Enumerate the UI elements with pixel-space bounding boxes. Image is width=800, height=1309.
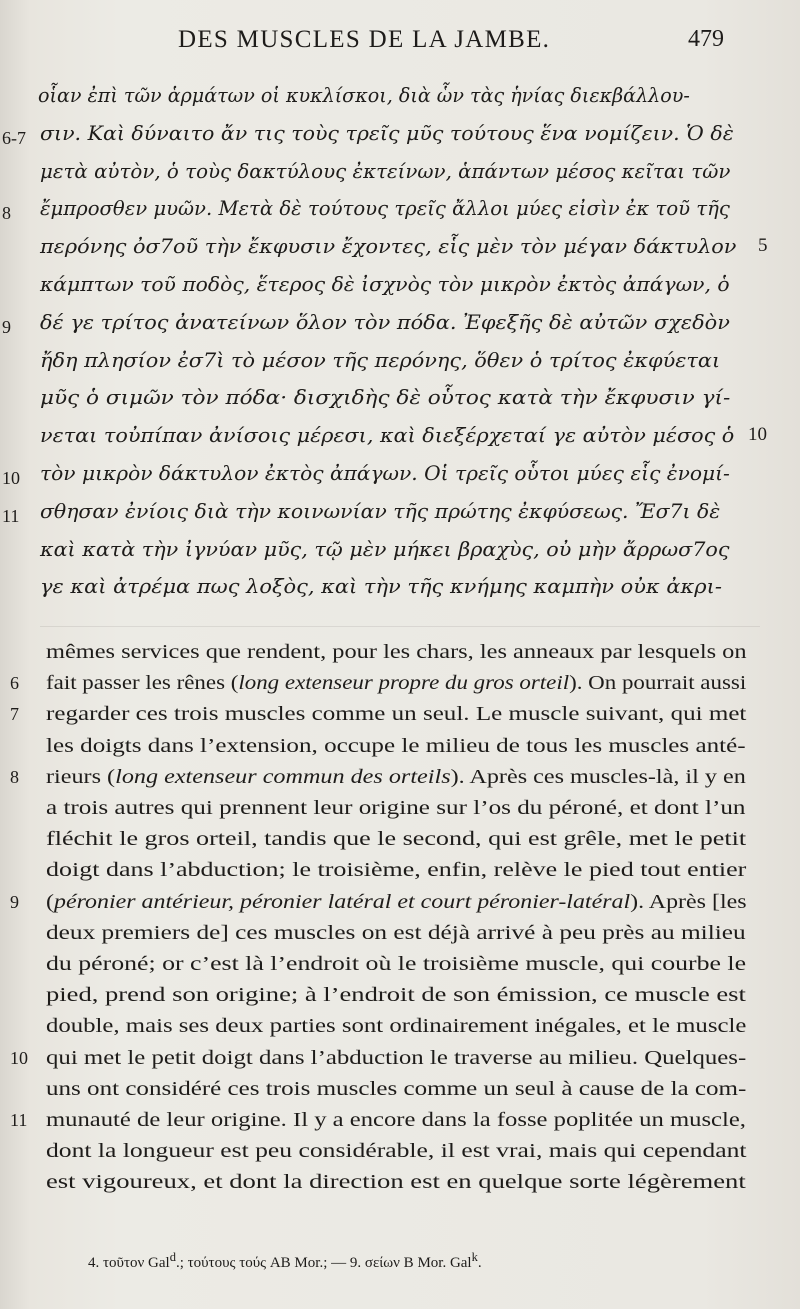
italic-term: long extenseur commun des orteils [115,766,451,788]
text-run: ). Après ces muscles-là, il y en [450,766,746,788]
greek-text-line: μῦς ὁ σιμῶν τὸν πόδα· δισχιδὴς δὲ οὗτος κατὰ τὴν ἔκφυσιν γί- [40,386,731,410]
text-run: deux premiers de] ces muscles on est déjà arrivé à peu près au milieu [46,922,746,944]
text-run: fait passer les rênes ( [46,673,239,695]
french-text-line [46,793,746,824]
french-line-number: 10 [10,1047,28,1068]
text-run: ). On pourrait aussi [569,673,747,695]
french-text-line [46,637,747,668]
text-run: uns ont considéré ces trois muscles comme un seul à cause de la com- [46,1078,747,1100]
text-run: doigt dans l’abduction; le troisième, enfin, relève le pied tout entier [46,860,747,882]
text-run: les doigts dans l’extension, occupe le milieu de tous les muscles anté- [46,735,746,757]
section-divider [40,626,760,627]
french-text-line [46,1011,746,1042]
french-line-number: 7 [10,704,19,725]
french-text-line [46,1136,747,1167]
footnote-part-a: 4. τοῦτον Gal [88,1255,170,1271]
french-text-line [46,1043,746,1074]
text-run: mêmes services que rendent, pour les chars, les anneaux par lesquels on [46,642,747,663]
french-text-line [46,949,746,980]
greek-text-line: γε καὶ ἀτρέμα πως λοξὸς, καὶ τὴν τῆς κνήμης καμπὴν οὐκ ἀκρι- [40,575,722,599]
text-run: qui met le petit doigt dans l’abduction le traverse au milieu. Quelques- [46,1047,747,1069]
footnote-sup-a: d [169,1250,176,1264]
text-run: rieurs ( [46,766,116,788]
running-head [0,26,800,60]
footnote [88,1250,482,1272]
greek-text-line: τὸν μικρὸν δάκτυλον ἐκτὸς ἀπάγων. Οἱ τρεῖς οὗτοι μύες εἷς ἐνομί- [40,462,730,485]
text-run: regarder ces trois muscles comme un seul. Le muscle suivant, qui met [46,704,747,726]
greek-text-line: κάμπτων τοῦ ποδὸς, ἕτερος δὲ ἰσχνὸς τὸν μικρὸν ἐκτὸς ἀπάγων, ὁ [40,273,730,296]
greek-text-line: δέ γε τρίτος ἀνατείνων ὅλον τὸν πόδα. Ἐφεξῆς δὲ αὐτῶν σχεδὸν [40,310,730,334]
text-run: a trois autres qui prennent leur origine sur l’os du péroné, et dont l’un [46,798,746,819]
text-run: pied, prend son origine; à l’endroit de son émission, ce muscle est [46,985,746,1007]
french-text-line [46,824,746,855]
italic-term: long extenseur propre du gros orteil [238,673,570,695]
french-text-line [46,855,746,886]
french-text-line [46,1105,746,1136]
greek-text-line: νεται τοὐπίπαν ἀνίσοις μέρεσι, καὶ διεξέρχεταί γε αὐτὸν μέσος ὁ [40,424,735,448]
text-run: du péroné; or c’est là l’endroit où le troisième muscle, qui courbe le [46,954,747,975]
greek-text-line: καὶ κατὰ τὴν ἰγνύαν μῦς, τῷ μὲν μήκει βραχὺς, οὐ μὴν ἄρρωσ7ος [40,537,730,561]
french-text-line [46,1074,746,1105]
french-text-line [46,762,746,793]
text-run: dont la longueur est peu considérable, il est vrai, mais qui cependant [46,1141,747,1163]
greek-text-line: ἔμπροσθεν μυῶν. Μετὰ δὲ τούτους τρεῖς ἄλλοι μύες εἰσὶν ἐκ τοῦ τῆς [40,197,730,221]
text-run: double, mais ses deux parties sont ordinairement inégales, et le muscle [46,1016,747,1038]
french-text-line [46,918,746,949]
greek-text-line: σιν. Καὶ δύναιτο ἄν τις τοὺς τρεῖς μῦς τούτους ἕνα νομίζειν. Ὁ δὲ [40,121,734,145]
greek-line-number: 11 [2,505,20,526]
french-text-line [46,887,747,918]
greek-line-number: 10 [2,468,20,488]
greek-line-number: 8 [2,203,11,224]
footnote-part-b: .; τούτους τούς AB Mor.; — 9. σείων B Mor. Gal [175,1255,472,1271]
french-line-number: 11 [10,1110,28,1130]
greek-line-number: 6-7 [2,127,26,148]
french-text-line [46,699,746,730]
italic-term: péronier antérieur, péronier latéral et court péronier-latéral [53,891,631,913]
greek-line-number-right: 5 [758,235,768,257]
page-title: DES MUSCLES DE LA JAMBE. [178,26,551,53]
french-text-line [46,731,746,762]
text-run: munauté de leur origine. Il y a encore dans la fosse poplitée un muscle, [46,1110,746,1131]
greek-text-line: οἷαν ἐπὶ τῶν ἁρμάτων οἱ κυκλίσκοι, διὰ ὧν τὰς ἡνίας διεκβάλλου- [38,84,690,107]
greek-line-number: 9 [2,316,11,337]
greek-text-line: σθησαν ἐνίοις διὰ τὴν κοινωνίαν τῆς πρώτης ἐκφύσεως. Ἔσ7ι δὲ [40,499,721,523]
text-run: fléchit le gros orteil, tandis que le second, qui est grêle, met le petit [46,829,747,851]
text-run: ). Après [les [630,891,747,913]
greek-text-line: περόνης ὀσ7οῦ τὴν ἔκφυσιν ἔχοντες, εἷς μὲν τὸν μέγαν δάκτυλον [40,235,737,259]
text-run: ( [46,891,54,913]
greek-text-line: μετὰ αὐτὸν, ὁ τοὺς δακτύλους ἐκτείνων, ἁπάντων μέσος κεῖται τῶν [40,159,731,183]
greek-line-number-right: 10 [748,424,767,446]
footnote-part-c: . [477,1255,482,1271]
french-text-line [46,1167,746,1198]
french-text-line [46,980,746,1011]
text-run: est vigoureux, et dont la direction est en quelque sorte légèrement [46,1172,746,1194]
french-line-number: 6 [10,673,19,694]
french-line-number: 8 [10,766,19,787]
french-text-line [46,668,746,699]
greek-text-line: ἤδη πλησίον ἐσ7ὶ τὸ μέσον τῆς περόνης, ὅθεν ὁ τρίτος ἐκφύεται [40,348,721,372]
page-number: 479 [688,26,724,52]
french-line-number: 9 [10,891,19,912]
footnote-sup-b: k [471,1250,478,1264]
